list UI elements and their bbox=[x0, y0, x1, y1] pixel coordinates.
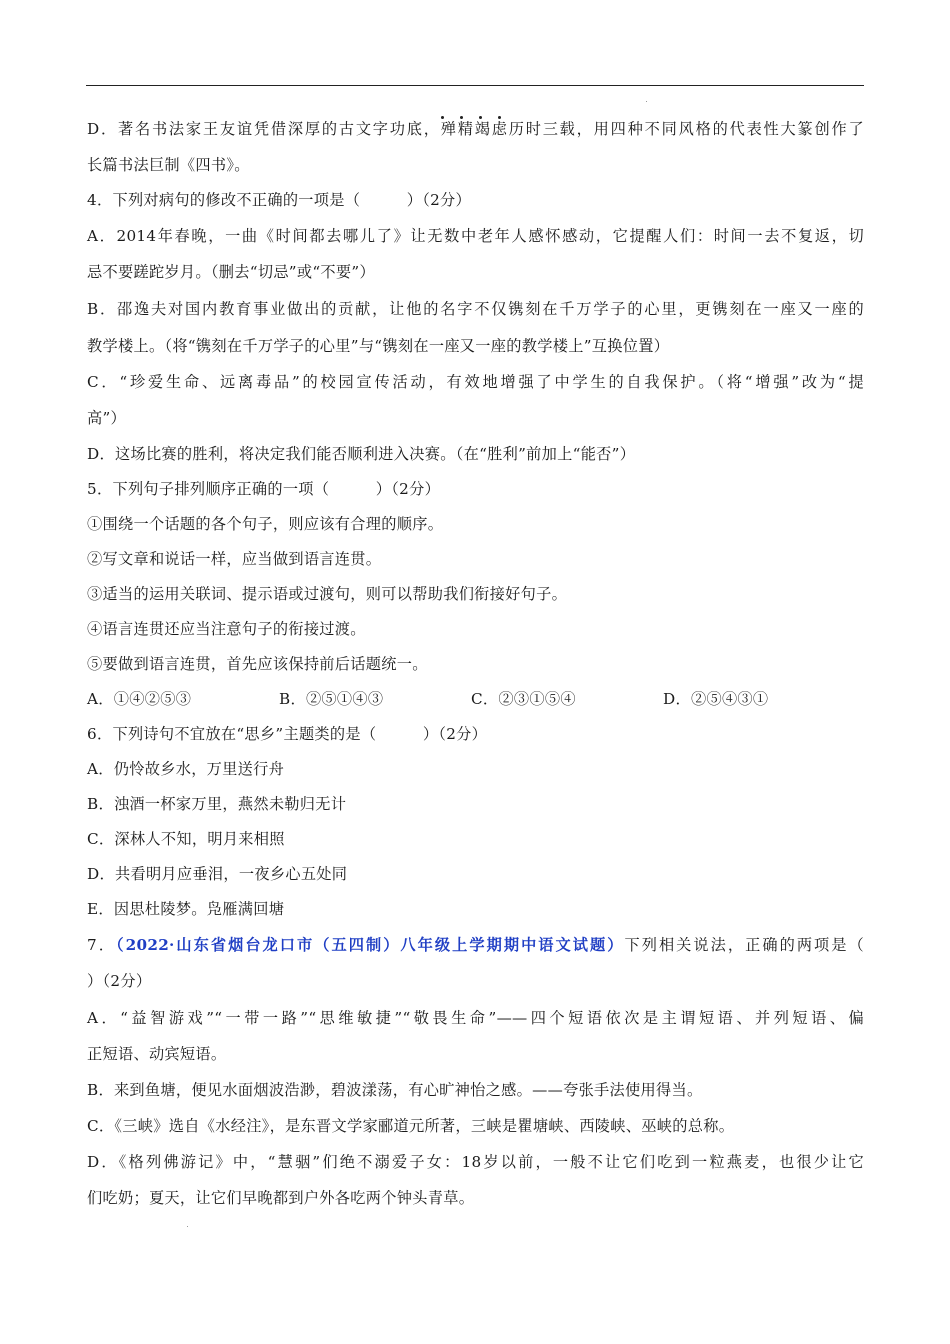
q6-option-a: A．仍怜故乡水，万里送行舟 bbox=[87, 760, 285, 778]
question-5: 5．下列句子排列顺序正确的一项（ ）（2分） bbox=[87, 480, 441, 498]
q7-option-a-line2: 正短语、动宾短语。 bbox=[87, 1045, 227, 1063]
q7-option-b: B．来到鱼塘，便见水面烟波浩渺，碧波漾荡，有心旷神怡之感。——夸张手法使用得当。 bbox=[87, 1081, 703, 1099]
q5-option-b: B．②⑤①④③ bbox=[279, 690, 384, 708]
q7-source: （2022·山东省烟台龙口市（五四制）八年级上学期期中语文试题） bbox=[115, 936, 625, 954]
q4-option-a-line1: A．2014年春晚，一曲《时间都去哪儿了》让无数中老年人感怀感动，它提醒人们：时间一去不复返，切 bbox=[87, 227, 864, 245]
question-7-line2: ）（2分） bbox=[87, 972, 152, 990]
q5-sentence-2: ②写文章和说话一样，应当做到语言连贯。 bbox=[87, 550, 382, 568]
speck-mark bbox=[646, 101, 647, 102]
q6-option-e: E．因思杜陵梦。凫雁满回塘 bbox=[87, 900, 285, 918]
header-rule bbox=[86, 85, 864, 86]
q3-option-d-line2: 长篇书法巨制《四书》。 bbox=[87, 156, 250, 174]
q7-option-d-line1: D．《格列佛游记》中，“慧骃”们绝不溺爱子女：18岁以前，一般不让它们吃到一粒燕麦，也很少让它 bbox=[87, 1153, 864, 1171]
q5-sentence-1: ①围绕一个话题的各个句子，则应该有合理的顺序。 bbox=[87, 515, 444, 533]
q5-option-d: D．②⑤④③① bbox=[663, 690, 769, 708]
question-4: 4．下列对病句的修改不正确的一项是（ ）（2分） bbox=[87, 191, 472, 209]
q3-option-d-line1: D．著名书法家王友谊凭借深厚的古文字功底，殚精竭虑历时三载，用四种不同风格的代表性大篆创作了 bbox=[87, 120, 864, 138]
q4-option-b-line1: B．邵逸夫对国内教育事业做出的贡献，让他的名字不仅镌刻在千万学子的心里，更镌刻在一座又一座的 bbox=[87, 300, 864, 318]
q7-option-a-line1: A．“益智游戏”“一带一路”“思维敏捷”“敬畏生命”——四个短语依次是主谓短语、并列短语、偏 bbox=[87, 1009, 864, 1027]
question-6: 6．下列诗句不宜放在“思乡”主题类的是（ ）（2分） bbox=[87, 725, 488, 743]
q4-option-b-line2: 教学楼上。（将“镌刻在千万学子的心里”与“镌刻在一座又一座的教学楼上”互换位置） bbox=[87, 337, 670, 355]
q4-option-a-line2: 忌不要蹉跎岁月。（删去“切忌”或“不要”） bbox=[87, 263, 375, 281]
q7-number: 7． bbox=[87, 936, 116, 954]
q4-option-d: D．这场比赛的胜利，将决定我们能否顺利进入决赛。（在“胜利”前加上“能否”） bbox=[87, 445, 636, 463]
speck-mark bbox=[187, 1226, 188, 1227]
q5-sentence-3: ③适当的运用关联词、提示语或过渡句，则可以帮助我们衔接好句子。 bbox=[87, 585, 568, 603]
q4-option-c-line2: 高”） bbox=[87, 409, 127, 427]
q7-stem: 下列相关说法，正确的两项是（ bbox=[624, 936, 865, 954]
q7-option-c: C．《三峡》选自《水经注》，是东晋文学家郦道元所著，三峡是瞿塘峡、西陵峡、巫峡的总称。 bbox=[87, 1117, 735, 1135]
q5-sentence-4: ④语言连贯还应当注意句子的衔接过渡。 bbox=[87, 620, 366, 638]
q5-option-a: A．①④②⑤③ bbox=[87, 690, 192, 708]
q5-option-c: C．②③①⑤④ bbox=[471, 690, 576, 708]
q6-option-c: C．深林人不知，明月来相照 bbox=[87, 830, 285, 848]
q7-option-d-line2: 们吃奶；夏天，让它们早晚都到户外各吃两个钟头青草。 bbox=[87, 1189, 475, 1207]
q5-sentence-5: ⑤要做到语言连贯，首先应该保持前后话题统一。 bbox=[87, 655, 428, 673]
question-7-line1 bbox=[87, 935, 864, 955]
q6-option-d: D．共看明月应垂泪，一夜乡心五处同 bbox=[87, 865, 348, 883]
q4-option-c-line1: C．“珍爱生命、远离毒品”的校园宣传活动，有效地增强了中学生的自我保护。（将“增强”改为“提 bbox=[87, 373, 864, 391]
q6-option-b: B．浊酒一杯家万里，燕然未勒归无计 bbox=[87, 795, 347, 813]
